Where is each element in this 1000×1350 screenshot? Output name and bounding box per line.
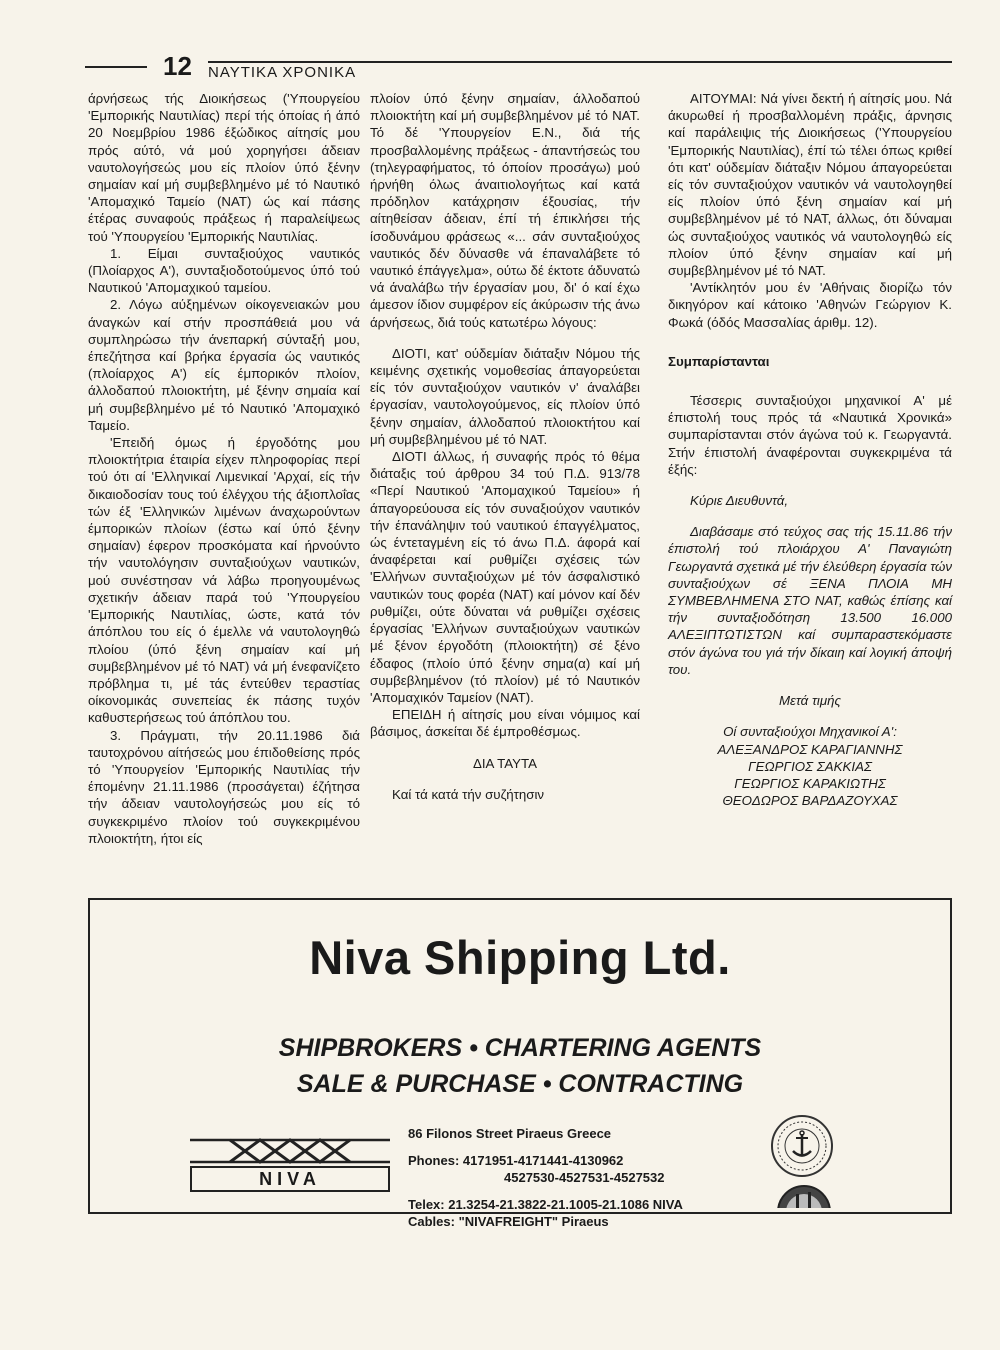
spacer — [668, 509, 952, 523]
header-rule-right — [208, 61, 952, 63]
page-number: 12 — [163, 51, 192, 81]
spacer — [668, 331, 952, 353]
paragraph: 1. Είμαι συνταξιούχος ναυτικός (Πλοίαρχος Α'), συνταξιοδοτούμενος ύπό τού Ναυτικού 'Απομαχικού ταμείου. — [88, 245, 360, 296]
ad-phones: Phones: 4171951-4171441-4130962 — [408, 1153, 624, 1168]
niva-logo-text: NIVA — [190, 1166, 390, 1192]
page-header — [85, 52, 952, 82]
paragraph: ΑΙΤΟΥΜΑΙ: Νά γίνει δεκτή ή αίτησίς μου. Νά άκυρωθεί ή προσβαλλομένη πράξις, άρνησις καί παράλειψις τής Διοικήσεως ('Υπουργείου 'Εμπορικής Ναυτιλίας), έπί τώ τέλει όπως κριθεί ότι κατ' ούδεμίαν διάταξιν Νόμου άπαγορεύεται είς τόν συνταξιούχον ναυτικόν νά ναυτολογηθεί είς πλοίον ύπό ξένη σημαίαν καί μή συμβεβλημένον μέ τό ΝΑΤ, άλλως, ότι δύναμαι ώς συνταξιούχος ναυτικός νά ναυτολογηθώ είς πλοίον ύπό ξένην σημαίαν καί μή συμβεβλημένον μέ τό ΝΑΤ. — [668, 91, 952, 279]
paragraph: 3. Πράγματι, τήν 20.11.1986 διά ταυτοχρόνου αίτήσεώς μου έπιδοθείσης πρός τό 'Υπουργείον 'Εμπορικής Ναυτιλίας τήν έπομένην 21.11.1986 (προσάγεται) έζήτησα τήν άδειαν ναυτολογήσεώς μου είς τό συγκεκριμένο πλοίον τού συγκεκριμένου πλοιοκτήτη, ήτοι είς — [88, 727, 360, 846]
letter-body: Διαβάσαμε στό τεύχος σας τής 15.11.86 τήν έπιστολή τού πλοιάρχου Α' Παναγιώτη Γεωργαντά σχετικά μέ τήν έλεύθερη έργασία τών συνταξιούχων σέ ΞΕΝΑ ΠΛΟΙΑ ΜΗ ΣΥΜΒΕΒΛΗΜΕΝΑ ΣΤΟ ΝΑΤ, καθώς έπίσης καί τήν συνταξιοδότηση 13.500 16.000 ΑΛΕΞΙΠΤΩΤΙΣΤΩΝ καί συμπαραστεκόμαστε στόν άγώνα του γιά τήν δίκαιη καί λογική άποψή του. — [668, 524, 952, 677]
spacer — [668, 370, 952, 392]
section-heading: ΔΙΑ ΤΑΥΤΑ — [472, 755, 538, 771]
paragraph: άρνήσεως τής Διοικήσεως ('Υπουργείου 'Εμπορικής Ναυτιλίας) περί τής όποίας ή άπό 20 Νοεμβρίου 1986 έξώδικος αίτησίς μου πρός αύτό, νά μού χορηγήσει άδειαν ναυτολογήσεώς μου είς πλοίον ύπό ξένην σημαίαν καί μή συμβεβλημένο μέ τό Ναυτικό 'Απομαχικό Ταμείο (ΝΑΤ) ώς καί πάσης έτέρας συναφούς πράξεως ή παραλείψεως τού 'Υπουργείου 'Εμπορικής Ναυτιλίας. — [88, 91, 360, 244]
ad-services-line: SALE & PURCHASE • CONTRACTING — [296, 1070, 744, 1098]
journal-title: ΝΑΥΤΙΚΑ ΧΡΟΝΙΚΑ — [208, 64, 357, 81]
paragraph: 'Επειδή όμως ή έργοδότης μου πλοιοκτήτρια έταιρία είχεν πληροφορίας περί τού ότι αί 'Ελληνικαί Λιμενικαί 'Αρχαί, είς τήν δικαιοδοσίαν τους τού έλέγχου τής άξιοπλοΐας τών έξ 'Ελληνικών λιμένων άναχωρούντων έμπορικών πλοίων (έστω καί ύπό ξένην σημαίαν) έφερον προσκόματα καί ήρνούντο τήν ναυτολόγησιν συνταξιούχων ναυτικών, μού συνέστησαν νά λάβω προηγουμένως σχετικήν άδειαν παρά τού 'Υπουργείου 'Εμπορικής Ναυτιλίας, ώστε, κατά τόν άπόπλου του είς ό έμελλε νά ναυτολογηθώ πλοίου (ύπό ξένη σημαίαν καί μή συμβεβλημένον μέ τό ΝΑΤ) νά μή ένεφανίζετο πρόβλημα τι, μέ τάς έντεύθεν τεραστίας οίκονομικάς συνεπείας έκ πάσης τυχόν καθυστερήσεως τού άπόπλου του. — [88, 435, 360, 726]
signatory: ΓΕΩΡΓΙΟΣ ΚΑΡΑΚΙΩΤΗΣ — [734, 775, 886, 791]
column-1 — [88, 90, 360, 847]
paragraph: 'Αντίκλητόν μου έν 'Αθήναις διορίζω τόν δικηγόρον καί κάτοικο 'Αθηνών Γεώργιον Κ. Φωκά (όδός Μασσαλίας άριθμ. 12). — [668, 280, 952, 330]
paragraph: ΔΙΟΤΙ, κατ' ούδεμίαν διάταξιν Νόμου τής κειμένης σχετικής νομοθεσίας άπαγορεύεται είς τόν συνταξιούχον ναυτικόν ν' άναλάβει έργασίαν, ναυτολογούμενος, είς πλοίον ύπό ξένην σημαίαν, άλλοδαπού πλοιοκτήτου καί μή συμβεβλημένου μέ τό ΝΑΤ. — [370, 345, 640, 447]
niva-logo-icon — [190, 1136, 390, 1166]
paragraph: πλοίον ύπό ξένην σημαίαν, άλλοδαπού πλοιοκτήτη καί μή συμβεβλημένον μέ τό ΝΑΤ. Τό δέ 'Υπουργείον Ε.Ν., διά τής προσβαλλομένης πράξεως - άπαντήσεώς του (τηλεγραφήματος, τό όποίον προσάγω) μού ήρνήθη όλως άναιτιολογήτως καί κατά πρόδηλον κατάχρησιν έξουσίας, τήν αίτηθείσαν άδειαν, έπί τή έπικλήσει τής ίσοδυνάμου φράσεως «... σάν συνταξιούχος ναυτικός δέν δύνασθε νά έπαναλάβετε τό ναυτικό έπάγγελμα», ούτω δέ έκτοτε άδυνατώ νά άναλάβω τήν έργασίαν μου, δι' ό καί έχω άμεσον ίδιον συμφέρον είς άκύρωσιν τής άνω άρνήσεως, διά τούς κατωτέρω λόγους: — [370, 91, 640, 330]
column-3 — [668, 90, 952, 809]
spacer — [370, 772, 640, 786]
header-rule-left — [85, 66, 147, 68]
ad-services — [90, 1030, 950, 1102]
paragraph: ΔΙΟΤΙ άλλως, ή συναφής πρός τό θέμα διάταξις τού άρθρου 34 τού Π.Δ. 913/78 «Περί Ναυτικού 'Απομαχικού Ταμείου» ή άπαγορεύουσα είς τόν συναξιούχον ναυτικόν τήν έπανάληψιν τού ναυτικού έπαγγέλματος, ώς έντεταγμένη είς τό άνω Π.Δ. άφορά καί άναφέρεται καί ρυθμίζει σχέσεις τών 'Ελλήνων συνταξιούχων μέ τόν άσφαλιστικό ναυτικών τους φορέα (ΝΑΤ) καί μόνον καί δέν ρυθμίζει, ούτε δύναται νά ρυθμίζει σχέσεις έργασίας 'Ελλήνων συνταξιούχων ναυτικών μέ ξένον έργοδότη (πλοιοκτήτη) σέ ξένο έδαφος (πλοίο ύπό ξένην σημα(α) καί μή συμβεβλημένον (τό πλοίον) μέ τό Ναυτικόν 'Απομαχικόν Ταμείον (ΝΑΤ). — [370, 449, 640, 705]
column-2 — [370, 90, 640, 803]
ad-address: 86 Filonos Street Piraeus Greece — [408, 1126, 612, 1141]
ship-seal-icon — [776, 1184, 832, 1208]
ad-contacts — [408, 1125, 683, 1230]
letter-salutation: Κύριε Διευθυντά, — [690, 493, 789, 509]
signatory: ΘΕΟΔΩΡΟΣ ΒΑΡΔΑΖΟΥΧΑΣ — [722, 793, 898, 809]
signatory: ΑΛΕΞΑΝΔΡΟΣ ΚΑΡΑΓΙΑΝΝΗΣ — [717, 741, 903, 757]
paragraph: ΕΠΕΙΔΗ ή αίτησίς μου είναι νόμιμος καί βάσιμος, άσκείται δέ έμπροθέσμως. — [370, 707, 640, 740]
spacer — [668, 709, 952, 723]
spacer — [370, 741, 640, 755]
ad-cables: Cables: "NIVAFREIGHT" Piraeus — [408, 1214, 609, 1229]
signatories-intro: Οί συνταξιούχοι Μηχανικοί Α': — [723, 724, 897, 740]
signatory: ΓΕΩΡΓΙΟΣ ΣΑΚΚΙΑΣ — [748, 758, 872, 774]
anchor-seal-icon — [770, 1114, 834, 1178]
paragraph: 2. Λόγω αύξημένων οίκογενειακών μου άναγκών καί στήν προσπάθειά μου νά συμπληρώσω τήν άνεπαρκή σύνταξή μου, έπεζήτησα καί βρήκα έργασία ώς ναυτικός (πλοίαρχος Α') είς έμπορικόν πλοίον, άλλοδαπού πλοιοκτήτη, μέ ξένην σημαία καί μή συμβεβλημένο μέ τό Ναυτικό 'Απομαχικό Ταμείο. — [88, 297, 360, 433]
ad-telex: Telex: 21.3254-21.3822-21.1005-21.1086 NIVA — [408, 1197, 683, 1212]
paragraph: Καί τά κατά τήν συζήτησιν — [392, 786, 545, 802]
ad-phones-cont: 4527530-4527531-4527532 — [504, 1170, 665, 1185]
spacer — [668, 678, 952, 692]
ad-company-name: Niva Shipping Ltd. — [309, 931, 731, 984]
letter-closing: Μετά τιμής — [778, 693, 842, 709]
subheading: Συμπαρίστανται — [668, 353, 770, 369]
paragraph: Τέσσερις συνταξιούχοι μηχανικοί Α' μέ έπιστολή τους πρός τά «Ναυτικά Χρονικά» συμπαρίστανται στόν άγώνα τού κ. Γεωργαντά. Στήν έπιστολή άναφέρονται συγκεκριμένα τά έξής: — [668, 393, 952, 477]
advertisement-box — [88, 898, 952, 1229]
ad-services-line: SHIPBROKERS • CHARTERING AGENTS — [278, 1034, 762, 1062]
spacer — [370, 331, 640, 345]
spacer — [668, 478, 952, 492]
niva-logo — [190, 1136, 390, 1188]
